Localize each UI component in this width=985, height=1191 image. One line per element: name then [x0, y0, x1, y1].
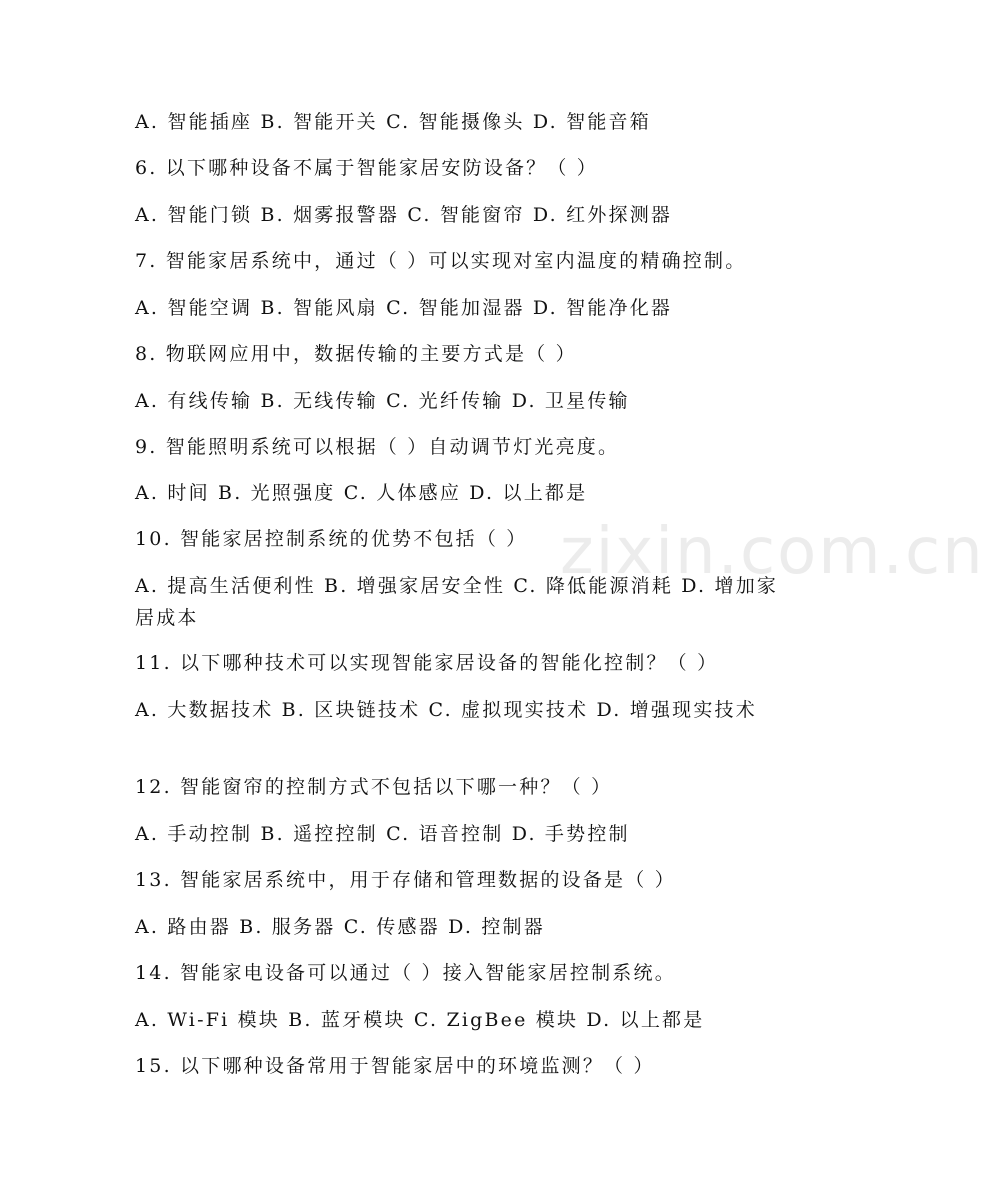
q5-options: A. 智能插座 B. 智能开关 C. 智能摄像头 D. 智能音箱: [135, 111, 651, 133]
q14-options: A. Wi-Fi 模块 B. 蓝牙模块 C. ZigBee 模块 D. 以上都是: [135, 1009, 705, 1031]
q10-options: A. 提高生活便利性 B. 增强家居安全性 C. 降低能源消耗 D. 增加家居成本: [135, 575, 779, 629]
q8-options: A. 有线传输 B. 无线传输 C. 光纤传输 D. 卫星传输: [135, 390, 630, 412]
q12-question: 12. 智能窗帘的控制方式不包括以下哪一种？（ ）: [135, 776, 613, 798]
q10-question: 10. 智能家居控制系统的优势不包括（ ）: [135, 528, 528, 550]
q15-question: 15. 以下哪种设备常用于智能家居中的环境监测？（ ）: [135, 1055, 655, 1077]
watermark: zixin.com.cn: [560, 515, 985, 589]
q12-options: A. 手动控制 B. 遥控控制 C. 语音控制 D. 手势控制: [135, 823, 630, 845]
q6-options: A. 智能门锁 B. 烟雾报警器 C. 智能窗帘 D. 红外探测器: [135, 204, 673, 226]
q9-question: 9. 智能照明系统可以根据（ ）自动调节灯光亮度。: [135, 436, 620, 458]
q13-question: 13. 智能家居系统中，用于存储和管理数据的设备是（ ）: [135, 869, 676, 891]
q11-options: A. 大数据技术 B. 区块链技术 C. 虚拟现实技术 D. 增强现实技术: [135, 699, 757, 721]
q11-question: 11. 以下哪种技术可以实现智能家居设备的智能化控制？（ ）: [135, 652, 719, 674]
q9-options: A. 时间 B. 光照强度 C. 人体感应 D. 以上都是: [135, 482, 588, 504]
q8-question: 8. 物联网应用中，数据传输的主要方式是（ ）: [135, 343, 577, 365]
q14-question: 14. 智能家电设备可以通过（ ）接入智能家居控制系统。: [135, 962, 676, 984]
q7-question: 7. 智能家居系统中，通过（ ）可以实现对室内温度的精确控制。: [135, 250, 747, 272]
q6-question: 6. 以下哪种设备不属于智能家居安防设备？（ ）: [135, 157, 599, 179]
q7-options: A. 智能空调 B. 智能风扇 C. 智能加湿器 D. 智能净化器: [135, 297, 673, 319]
q13-options: A. 路由器 B. 服务器 C. 传感器 D. 控制器: [135, 916, 545, 938]
